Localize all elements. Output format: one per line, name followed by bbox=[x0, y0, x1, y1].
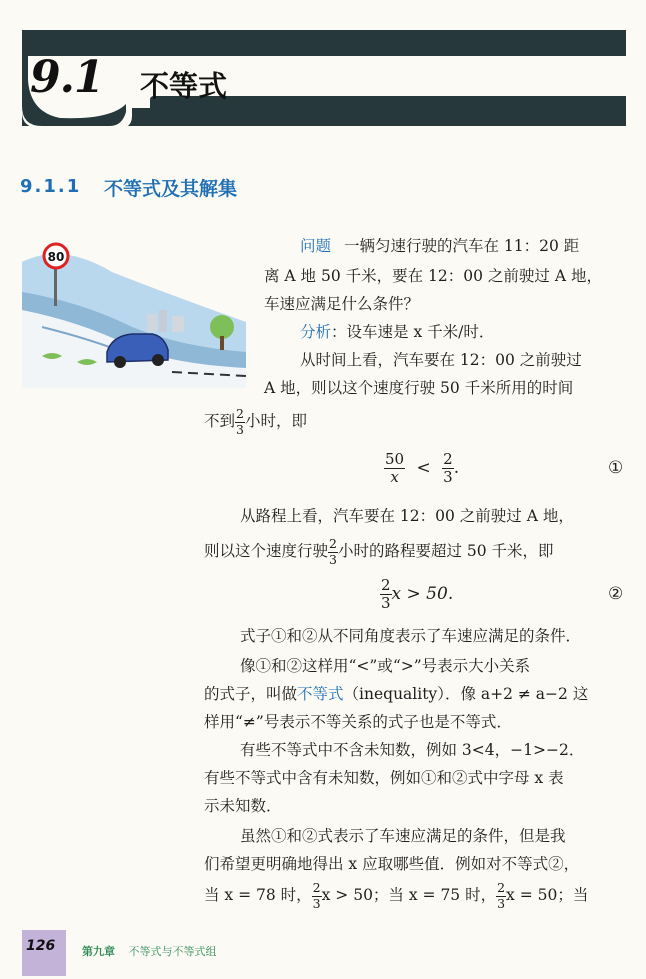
eq1-numerator: 50 bbox=[385, 450, 405, 468]
car-road-illustration bbox=[22, 232, 246, 388]
eq1-operator: < bbox=[416, 458, 431, 478]
analysis-line-1 bbox=[300, 322, 494, 342]
analysis-label: 分析 bbox=[300, 323, 332, 341]
paragraph-3-line-1: 有些不等式中不含未知数，例如 3<4，−1>−2． bbox=[240, 741, 585, 759]
problem-label: 问题 bbox=[300, 237, 332, 255]
problem-text-1: 一辆匀速行驶的汽车在 11：20 距 bbox=[343, 237, 580, 255]
paragraph-3-line-3: 示未知数． bbox=[204, 797, 282, 815]
eq1-denominator: x bbox=[390, 468, 399, 486]
problem-line-3: 车速应满足什么条件？ bbox=[264, 295, 420, 313]
paragraph-2-line-2 bbox=[204, 684, 588, 704]
equation-2-marker: ② bbox=[608, 584, 624, 604]
eq1-lhs-fraction bbox=[384, 452, 405, 485]
analysis-text-1: ：设车速是 x 千米/时． bbox=[331, 323, 495, 341]
footer-chapter bbox=[82, 943, 217, 959]
section-title: 不等式 bbox=[140, 69, 228, 103]
fraction bbox=[235, 408, 245, 436]
paragraph-4-line-3 bbox=[204, 882, 588, 910]
subsection-title: 不等式及其解集 bbox=[104, 178, 238, 200]
distance-line-2 bbox=[204, 538, 554, 566]
eq2-numerator: 2 bbox=[381, 576, 391, 594]
distance-line-1: 从路程上看，汽车要在 12：00 之前驶过 A 地， bbox=[240, 507, 574, 525]
para4-text-b: x > 50；当 x = 75 时， bbox=[321, 886, 497, 904]
paragraph-1: 式子①和②从不同角度表示了车速应满足的条件． bbox=[240, 627, 582, 645]
subsection-number: 9.1.1 bbox=[20, 176, 82, 197]
equation-1-marker: ① bbox=[608, 458, 624, 478]
fraction-numerator: 2 bbox=[497, 880, 506, 895]
page-number: 126 bbox=[26, 938, 56, 954]
fraction bbox=[312, 882, 322, 910]
fraction-denominator: 3 bbox=[329, 551, 337, 567]
fraction-numerator: 2 bbox=[236, 406, 244, 421]
footer-chapter-number: 第九章 bbox=[82, 945, 115, 958]
eq1-rhs-numerator: 2 bbox=[443, 450, 453, 468]
para4-text-c: x = 50；当 bbox=[506, 886, 589, 904]
equation-2 bbox=[380, 578, 453, 611]
paragraph-3-line-2: 有些不等式中含有未知数，例如①和②式中字母 x 表 bbox=[204, 769, 564, 787]
analysis-line-2: 从时间上看，汽车要在 12：00 之前驶过 bbox=[300, 351, 582, 369]
fraction-denominator: 3 bbox=[497, 895, 506, 911]
distance-text-2b: 小时的路程要超过 50 千米，即 bbox=[337, 542, 554, 560]
analysis-line-3: A 地，则以这个速度行驶 50 千米所用的时间 bbox=[264, 379, 574, 397]
paragraph-4-line-2: 们希望更明确地得出 x 应取哪些值．例如对不等式②， bbox=[204, 855, 580, 873]
paragraph-2-line-1: 像①和②这样用“<”或“>”号表示大小关系 bbox=[240, 657, 531, 675]
fraction bbox=[328, 538, 338, 566]
fraction-numerator: 2 bbox=[312, 880, 321, 895]
section-number: 9.1 bbox=[30, 52, 104, 103]
analysis-line-4 bbox=[204, 408, 307, 436]
eq1-end: . bbox=[453, 458, 460, 478]
equation-1 bbox=[384, 452, 459, 485]
distance-text-2a: 则以这个速度行驶 bbox=[204, 542, 329, 560]
fraction-denominator: 3 bbox=[312, 895, 321, 911]
paragraph-2-line-3: 样用“≠”号表示不等关系的式子也是不等式． bbox=[204, 713, 512, 731]
analysis-text-4b: 小时，即 bbox=[244, 412, 307, 430]
analysis-text-4a: 不到 bbox=[204, 412, 236, 430]
fraction-denominator: 3 bbox=[236, 421, 244, 437]
para4-text-a: 当 x = 78 时， bbox=[204, 886, 312, 904]
problem-line-2: 离 A 地 50 千米，要在 12：00 之前驶过 A 地， bbox=[264, 267, 602, 285]
eq2-fraction bbox=[380, 578, 392, 611]
term-inequality: 不等式 bbox=[297, 685, 344, 703]
paragraph-4-line-1: 虽然①和②式表示了车速应满足的条件，但是我 bbox=[240, 827, 566, 845]
eq1-rhs-denominator: 3 bbox=[443, 468, 453, 486]
footer-chapter-title: 不等式与不等式组 bbox=[128, 945, 217, 958]
eq1-rhs-fraction bbox=[442, 452, 454, 485]
problem-line-1 bbox=[300, 236, 579, 256]
para2-text-a: 的式子，叫做 bbox=[204, 685, 298, 703]
fraction bbox=[496, 882, 506, 910]
eq2-rest: x > 50. bbox=[391, 584, 454, 604]
para2-text-b: （inequality）．像 a+2 ≠ a−2 这 bbox=[343, 685, 589, 703]
speed-sign-text: 80 bbox=[47, 250, 65, 264]
eq2-denominator: 3 bbox=[381, 594, 391, 612]
fraction-numerator: 2 bbox=[329, 536, 337, 551]
